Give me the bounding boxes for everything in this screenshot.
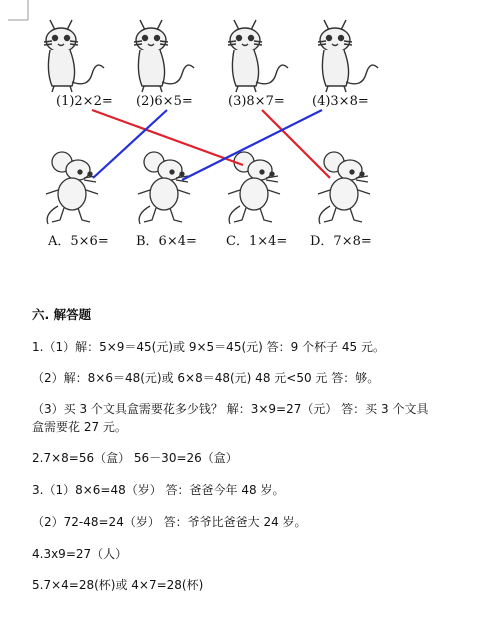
match-line-4-b (182, 110, 322, 180)
answer-3-1: 3.（1）8×6=48（岁） 答：爸爸今年 48 岁。 (32, 483, 285, 497)
answer-1-3-line1: （3）买 3 个文具盒需要花多少钱？ 解：3×9=27（元） 答：买 3 个文具 (32, 402, 429, 416)
mouse-label-a: A．5×6= (48, 234, 109, 249)
cat-label-2: (2)6×5= (136, 94, 193, 109)
answer-3-2: （2）72-48=24（岁） 答：爷爷比爸爸大 24 岁。 (32, 515, 307, 529)
matching-exercise (0, 0, 492, 260)
answer-2: 2.7×8=56（盒） 56－30=26（盒） (32, 451, 238, 465)
mouse-label-d: D．7×8= (310, 234, 372, 249)
answer-5: 5.7×4=28(杯)或 4×7=28(杯) (32, 578, 204, 592)
answer-1-3-line2: 盒需要花 27 元。 (32, 420, 127, 434)
mouse-label-b: B．6×4= (136, 234, 197, 249)
mouse-label-c: C．1×4= (226, 234, 288, 249)
cat-label-4: (4)3×8= (312, 94, 369, 109)
matching-lines (0, 0, 492, 260)
match-line-3-d (262, 110, 330, 178)
match-line-2-a (93, 110, 167, 178)
answer-1-2: （2）解：8×6＝48(元)或 6×8＝48(元) 48 元<50 元 答：够。 (32, 371, 380, 385)
section-title: 六. 解答题 (32, 307, 92, 322)
answer-1-1: 1.（1）解：5×9＝45(元)或 9×5＝45(元) 答：9 个杯子 45 元。 (32, 340, 385, 354)
answer-4: 4.3x9=27（人） (32, 547, 128, 561)
cat-label-1: (1)2×2= (56, 94, 113, 109)
cat-label-3: (3)8×7= (228, 94, 285, 109)
